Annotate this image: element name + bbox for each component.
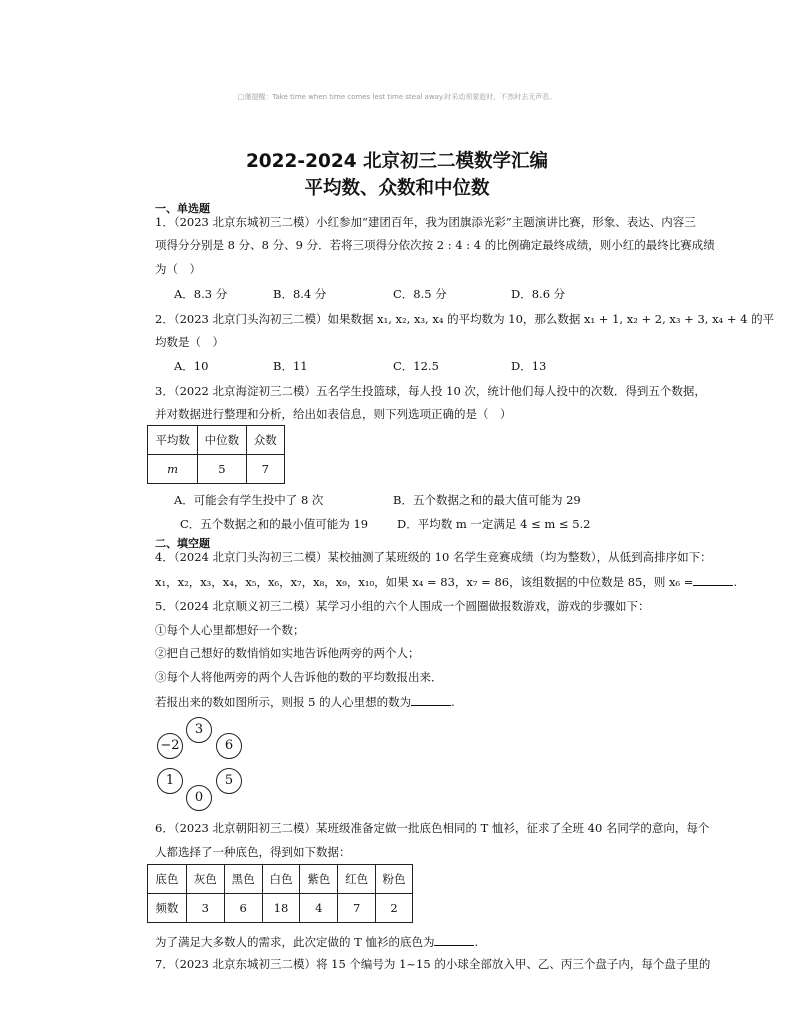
q5-answer-blank bbox=[411, 693, 451, 706]
q6-answer-blank bbox=[434, 933, 474, 946]
q6-header-gray: 灰色 bbox=[186, 865, 224, 894]
q2-option-c: C．12.5 bbox=[393, 359, 439, 373]
circle-number-0: 0 bbox=[186, 785, 212, 811]
q3-option-d: D．平均数 m 一定满足 4 ≤ m ≤ 5.2 bbox=[397, 517, 591, 531]
q6-line-1: 6．（2023 北京朝阳初三二模）某班级准备定做一批底色相同的 T 恤衫，征求了全班 40 名同学的意向，每个 bbox=[155, 821, 710, 835]
q3-option-c: C．五个数据之和的最小值可能为 19 bbox=[180, 517, 369, 531]
q6-header-black: 黑色 bbox=[224, 865, 262, 894]
q1-option-b: B．8.4 分 bbox=[273, 287, 327, 301]
q6-question-text: 为了满足大多数人的需求，此次定做的 T 恤衫的底色为 bbox=[155, 935, 435, 949]
q3-line-1: 3．（2022 北京海淀初三二模）五名学生投篮球，每人投 10 次，统计他们每人投中的次数．得到五个数据， bbox=[155, 384, 706, 398]
q5-step-3: ③每个人将他两旁的两个人告诉他的数的平均数报出来． bbox=[155, 670, 443, 684]
q6-freq-pink: 2 bbox=[376, 894, 413, 923]
q5-question-tail: . bbox=[451, 695, 455, 709]
q4-answer-blank bbox=[693, 573, 733, 586]
q3-value-mean: m bbox=[148, 455, 198, 484]
q2-option-a: A．10 bbox=[174, 359, 209, 373]
page-subtitle: 平均数、众数和中位数 bbox=[304, 178, 490, 199]
q6-header-purple: 紫色 bbox=[300, 865, 338, 894]
section-fill-blank: 二、填空题 bbox=[155, 537, 210, 550]
q6-freq-purple: 4 bbox=[300, 894, 338, 923]
q6-color-table bbox=[147, 864, 413, 923]
circle-number-1: 1 bbox=[157, 768, 183, 794]
q4-line-1: 4．（2024 北京门头沟初三二模）某校抽测了某班级的 10 名学生竞赛成绩（均为整数），从低到高排序如下： bbox=[155, 550, 712, 564]
q3-header-median: 中位数 bbox=[198, 426, 246, 455]
q6-freq-gray: 3 bbox=[186, 894, 224, 923]
q3-header-mean: 平均数 bbox=[148, 426, 198, 455]
q6-freq-white: 18 bbox=[262, 894, 300, 923]
q6-freq-red: 7 bbox=[338, 894, 376, 923]
q5-step-2: ②把自己想好的数悄悄如实地告诉他两旁的两个人； bbox=[155, 646, 420, 660]
q6-header-color: 底色 bbox=[148, 865, 187, 894]
circle-number-5: 5 bbox=[216, 768, 242, 794]
q3-option-a: A．可能会有学生投中了 8 次 bbox=[174, 493, 324, 507]
q6-header-red: 红色 bbox=[338, 865, 376, 894]
section-single-choice: 一、单选题 bbox=[155, 202, 210, 215]
q5-question-text: 若报出来的数如图所示，则报 5 的人心里想的数为 bbox=[155, 695, 412, 709]
q1-line-2: 项得分分别是 8 分、8 分、9 分．若将三项得分依次按 2 : 4 : 4 的比例确定最终成绩，则小红的最终比赛成绩 bbox=[155, 238, 715, 252]
q6-row-label: 频数 bbox=[148, 894, 187, 923]
q1-option-c: C．8.5 分 bbox=[393, 287, 447, 301]
q6-line-2: 人都选择了一种底色，得到如下数据： bbox=[155, 845, 351, 859]
q4-line-2 bbox=[155, 573, 737, 590]
q6-header-white: 白色 bbox=[262, 865, 300, 894]
q4-line-2-tail: . bbox=[733, 575, 738, 589]
q1-option-d: D．8.6 分 bbox=[511, 287, 566, 301]
q2-line-2: 均数是（ ） bbox=[155, 335, 224, 349]
q3-stats-table bbox=[147, 425, 285, 484]
circle-number-3: 3 bbox=[186, 717, 212, 743]
q5-line-1: 5．（2024 北京顺义初三二模）某学习小组的六个人围成一个圆圈做报数游戏，游戏的步骤如下： bbox=[155, 599, 650, 613]
q1-line-3: 为（ ） bbox=[155, 262, 201, 276]
q6-freq-black: 6 bbox=[224, 894, 262, 923]
q3-value-mode: 7 bbox=[246, 455, 285, 484]
q3-header-mode: 众数 bbox=[246, 426, 285, 455]
q3-value-median: 5 bbox=[198, 455, 246, 484]
q6-question-tail: . bbox=[474, 935, 479, 949]
q3-option-b: B．五个数据之和的最大值可能为 29 bbox=[393, 493, 581, 507]
circle-number-neg2: −2 bbox=[157, 733, 183, 759]
circle-number-6: 6 bbox=[216, 733, 242, 759]
q5-step-1: ①每个人心里都想好一个数； bbox=[155, 623, 305, 637]
q2-line-1: 2．（2023 北京门头沟初三二模）如果数据 x₁, x₂, x₃, x₄ 的平均数为 10，那么数据 x₁ + 1, x₂ + 2, x₃ + 3, x₄ + 4 的平 bbox=[155, 312, 775, 326]
q1-line-1: 1．（2023 北京东城初三二模）小红参加“建团百年，我为团旗添光彩”主题演讲比赛，形象、表达、内容三 bbox=[155, 215, 696, 229]
watermark-text: □谨提醒：Take time when time comes lest time steal away.时采动须要趁时，不然时去无声息。 bbox=[237, 93, 557, 101]
page-title: 2022-2024 北京初三二模数学汇编 bbox=[245, 151, 549, 172]
q6-header-pink: 粉色 bbox=[376, 865, 413, 894]
q1-option-a: A．8.3 分 bbox=[174, 287, 228, 301]
q2-option-d: D．13 bbox=[511, 359, 547, 373]
q2-option-b: B．11 bbox=[273, 359, 308, 373]
q5-question-line bbox=[155, 693, 455, 710]
q7-line-1: 7．（2023 北京东城初三二模）将 15 个编号为 1~15 的小球全部放入甲、乙、丙三个盘子内，每个盘子里的 bbox=[155, 957, 711, 971]
q4-line-2-text: x₁，x₂，x₃，x₄，x₅，x₆，x₇，x₈，x₉，x₁₀，如果 x₄ = 83，x₇ = 86，该组数据的中位数是 85，则 x₆ = bbox=[155, 575, 694, 589]
q6-question-line bbox=[155, 933, 478, 950]
q3-line-2: 并对数据进行整理和分析，给出如表信息，则下列选项正确的是（ ） bbox=[155, 407, 512, 421]
